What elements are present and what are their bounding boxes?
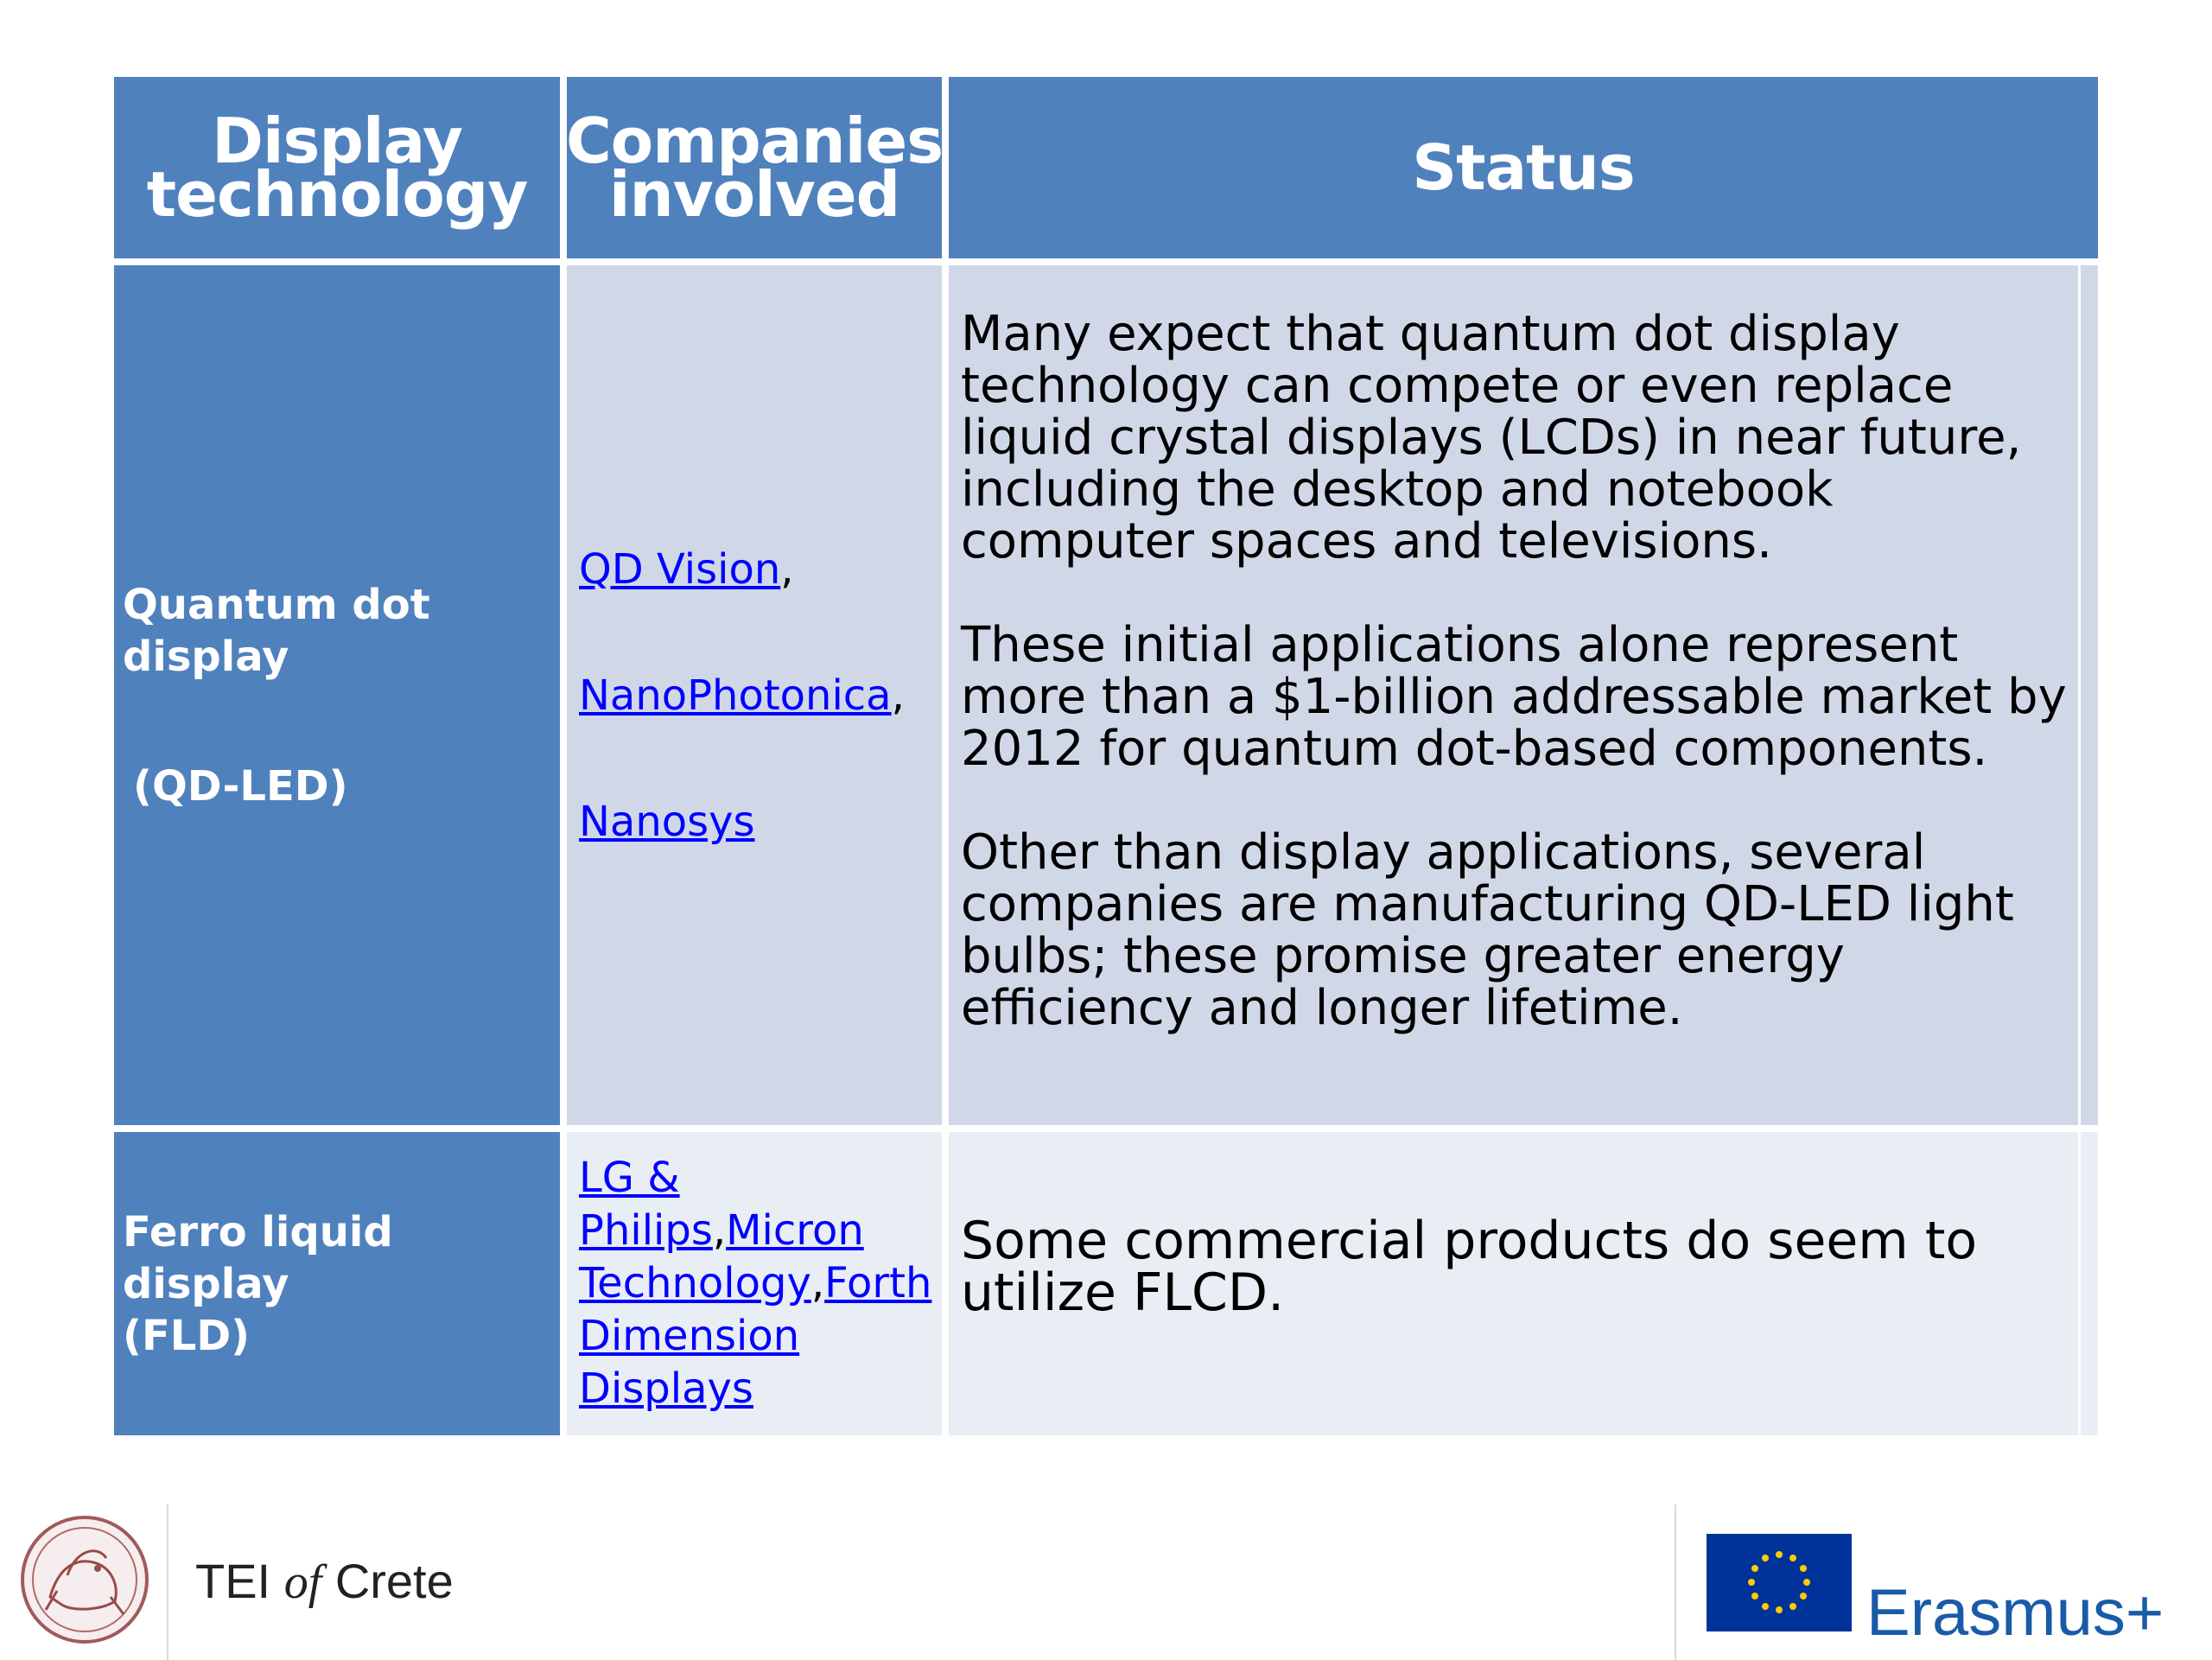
company-link-lg-philips[interactable]: LG & Philips — [579, 1154, 713, 1255]
company-link-qd-vision[interactable]: QD Vision — [579, 544, 781, 594]
separator: , — [891, 671, 905, 720]
technology-abbreviation: (QD-LED) — [133, 761, 348, 811]
eu-flag-icon — [1707, 1534, 1852, 1631]
cell-edge — [2078, 265, 2098, 1125]
slide-footer — [0, 1499, 2212, 1659]
company-link-nanophotonica[interactable]: NanoPhotonica — [579, 671, 892, 720]
footer-divider — [167, 1504, 168, 1660]
row-technology-fld — [111, 1129, 563, 1439]
technology-label: Ferro liquid display — [123, 1207, 393, 1308]
status-paragraph: These initial applications alone represent more than a $1-billion addressable market by 2012 for quantum dot-based components. — [961, 617, 2067, 777]
separator: , — [780, 544, 794, 594]
company-link-micron-technology[interactable]: Micron Technology — [579, 1206, 864, 1307]
header-display-technology: Display technology — [111, 73, 563, 262]
technology-table — [111, 73, 2101, 1439]
status-paragraph: Some commercial products do seem to utilize FLCD. — [961, 1210, 1978, 1323]
header-companies-involved: Companies involved — [563, 73, 945, 262]
row-companies-qdled — [563, 262, 945, 1129]
row-status-fld — [945, 1129, 2101, 1439]
technology-label: Quantum dot — [123, 580, 430, 629]
row-status-qdled — [945, 262, 2101, 1129]
status-paragraph: Many expect that quantum dot display technology can compete or even replace liquid crystal displays (LCDs) in near future, including the desktop and notebook computer spaces and televisions. — [961, 306, 2022, 569]
tei-crete-seal-icon — [16, 1515, 154, 1644]
separator: , — [810, 1259, 825, 1307]
institution-prefix: TEI — [195, 1554, 271, 1608]
status-paragraph: Other than display applications, several companies are manufacturing QD-LED light bulbs; these promise greater energy efficiency and longer lifetime. — [961, 824, 2014, 1036]
technology-label: display — [123, 632, 289, 681]
company-link-forth-dimension-displays[interactable]: Forth Dimension Displays — [579, 1259, 932, 1413]
row-technology-qdled — [111, 262, 563, 1129]
cell-edge — [2078, 1132, 2098, 1435]
institution-name — [195, 1553, 454, 1610]
row-companies-fld — [563, 1129, 945, 1439]
erasmus-plus-logo-text: Erasmus+ — [1866, 1576, 2164, 1650]
separator: , — [712, 1206, 727, 1255]
institution-of: of — [283, 1555, 322, 1609]
header-status: Status — [945, 73, 2101, 262]
institution-suffix: Crete — [334, 1554, 454, 1608]
technology-abbreviation: (FLD) — [123, 1311, 251, 1360]
footer-divider — [1675, 1504, 1676, 1660]
company-link-nanosys[interactable]: Nanosys — [579, 797, 755, 846]
